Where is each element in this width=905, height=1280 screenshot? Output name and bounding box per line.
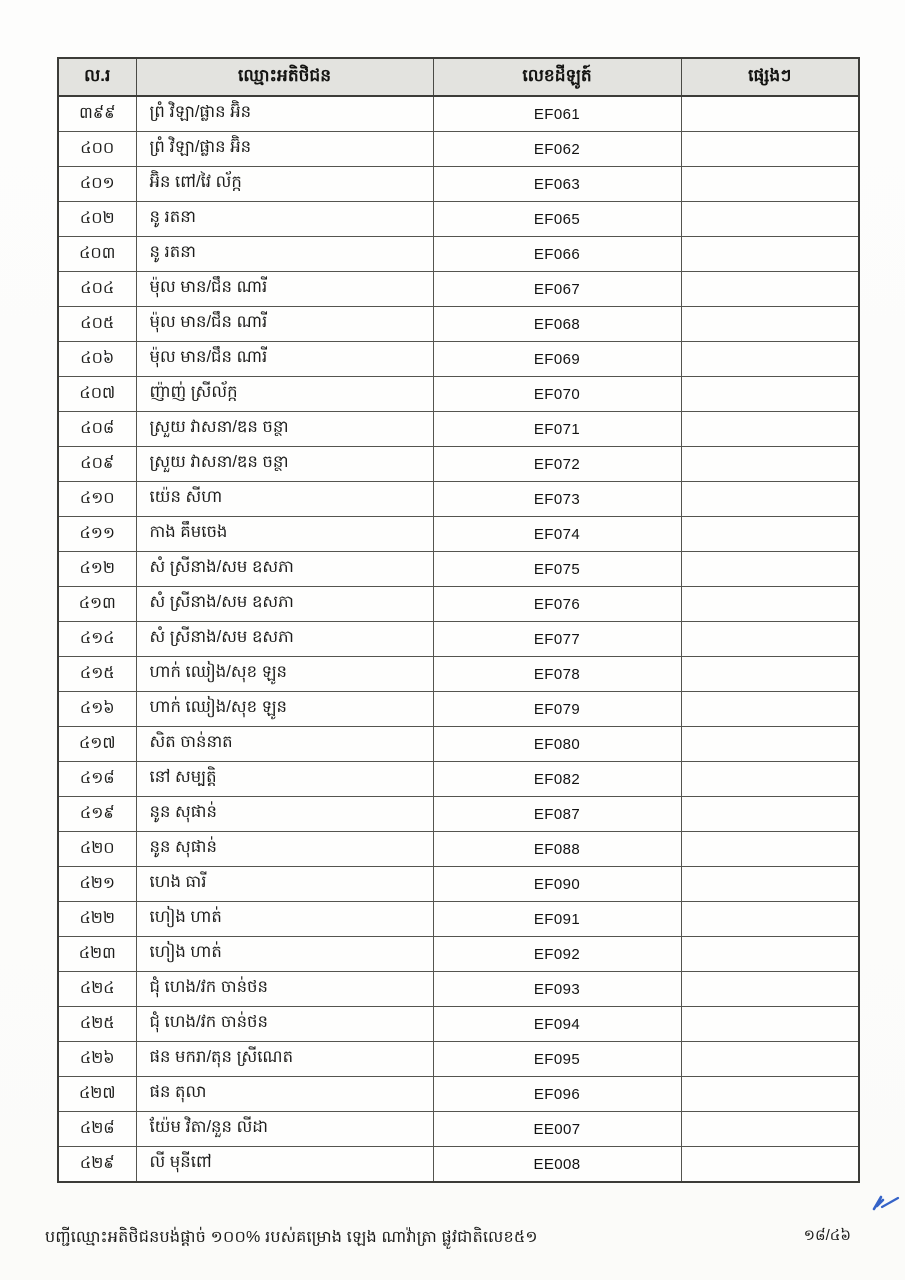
cell-customer-name: យ៉េន សីហា <box>136 482 433 517</box>
cell-row-number: ៤២១ <box>58 867 136 902</box>
cell-remark <box>681 972 859 1007</box>
table-row <box>58 132 859 167</box>
cell-customer-name: ហាក់ ឈៀង/សុខ ឡូន <box>136 657 433 692</box>
cell-customer-name: ស្រួយ វាសនា/ឌន ចន្ថា <box>136 447 433 482</box>
cell-customer-name: នូន សុផាន់ <box>136 832 433 867</box>
cell-customer-name: សំ ស្រីនាង/សម ឧសភា <box>136 552 433 587</box>
cell-row-number: ៤១២ <box>58 552 136 587</box>
cell-row-number: ៤១៥ <box>58 657 136 692</box>
cell-lot-number: EF077 <box>433 622 681 657</box>
cell-row-number: ៤០៤ <box>58 272 136 307</box>
cell-remark <box>681 167 859 202</box>
cell-remark <box>681 1007 859 1042</box>
cell-row-number: ៤២៥ <box>58 1007 136 1042</box>
cell-lot-number: EF079 <box>433 692 681 727</box>
cell-lot-number: EF096 <box>433 1077 681 1112</box>
cell-remark <box>681 762 859 797</box>
cell-customer-name: ព្រំ វិឡា/ផ្លាន អ៊ិន <box>136 96 433 132</box>
table-row <box>58 727 859 762</box>
table-row <box>58 1042 859 1077</box>
cell-customer-name: ស្រួយ វាសនា/ឌន ចន្ថា <box>136 412 433 447</box>
table-row <box>58 1112 859 1147</box>
cell-lot-number: EF075 <box>433 552 681 587</box>
cell-lot-number: EF062 <box>433 132 681 167</box>
header-row-number: ល.រ <box>58 58 136 96</box>
cell-remark <box>681 132 859 167</box>
cell-remark <box>681 1042 859 1077</box>
header-customer-name: ឈ្មោះអតិថិជន <box>136 58 433 96</box>
footer-caption: បញ្ជីឈ្មោះអតិថិជនបង់ផ្តាច់ ១០០% របស់គម្រោង ឡេង ណាវ៉ាត្រា ផ្លូវជាតិលេខ៥១ <box>45 1229 538 1246</box>
cell-lot-number: EF065 <box>433 202 681 237</box>
table-row <box>58 622 859 657</box>
cell-lot-number: EF082 <box>433 762 681 797</box>
table-row <box>58 552 859 587</box>
cell-remark <box>681 482 859 517</box>
cell-remark <box>681 1147 859 1183</box>
cell-row-number: ៤០៣ <box>58 237 136 272</box>
cell-remark <box>681 517 859 552</box>
customer-table <box>57 57 860 1183</box>
cell-customer-name: យ៉ែម វិតា/នួន លីដា <box>136 1112 433 1147</box>
cell-row-number: ៤២២ <box>58 902 136 937</box>
cell-lot-number: EF092 <box>433 937 681 972</box>
cell-customer-name: ហេង ធារី <box>136 867 433 902</box>
table-row <box>58 517 859 552</box>
cell-row-number: ៤២០ <box>58 832 136 867</box>
table-row <box>58 937 859 972</box>
cell-row-number: ៤១៤ <box>58 622 136 657</box>
cell-row-number: ៤០៦ <box>58 342 136 377</box>
cell-remark <box>681 1077 859 1112</box>
cell-row-number: ៤១៦ <box>58 692 136 727</box>
cell-remark <box>681 587 859 622</box>
table-row <box>58 377 859 412</box>
cell-row-number: ៤១៣ <box>58 587 136 622</box>
table-row <box>58 167 859 202</box>
cell-lot-number: EF074 <box>433 517 681 552</box>
cell-lot-number: EE008 <box>433 1147 681 1183</box>
table-row <box>58 1077 859 1112</box>
cell-lot-number: EF094 <box>433 1007 681 1042</box>
cell-row-number: ៤២៨ <box>58 1112 136 1147</box>
header-remarks: ផ្សេងៗ <box>681 58 859 96</box>
cell-row-number: ៤១០ <box>58 482 136 517</box>
cell-customer-name: សំ ស្រីនាង/សម ឧសភា <box>136 587 433 622</box>
cell-row-number: ៤២៩ <box>58 1147 136 1183</box>
cell-lot-number: EF068 <box>433 307 681 342</box>
cell-row-number: ៤១៧ <box>58 727 136 762</box>
cell-customer-name: ម៉ុល មាន/ជឹន ណារី <box>136 272 433 307</box>
handwritten-pen-mark-icon <box>868 1193 902 1219</box>
cell-lot-number: EF063 <box>433 167 681 202</box>
cell-remark <box>681 412 859 447</box>
cell-customer-name: នូ រតនា <box>136 237 433 272</box>
table-row <box>58 762 859 797</box>
cell-customer-name: នៅ សម្បត្តិ <box>136 762 433 797</box>
cell-remark <box>681 552 859 587</box>
cell-customer-name: នូន សុផាន់ <box>136 797 433 832</box>
cell-customer-name: ផន តុលា <box>136 1077 433 1112</box>
cell-customer-name: នូ រតនា <box>136 202 433 237</box>
cell-lot-number: EF070 <box>433 377 681 412</box>
cell-row-number: ៤១១ <box>58 517 136 552</box>
cell-remark <box>681 377 859 412</box>
cell-remark <box>681 902 859 937</box>
cell-customer-name: ហាក់ ឈៀង/សុខ ឡូន <box>136 692 433 727</box>
cell-remark <box>681 447 859 482</box>
cell-customer-name: សិត ចាន់នាត <box>136 727 433 762</box>
cell-lot-number: EE007 <box>433 1112 681 1147</box>
table-row <box>58 867 859 902</box>
cell-customer-name: ម៉ុល មាន/ជឹន ណារី <box>136 342 433 377</box>
cell-lot-number: EF067 <box>433 272 681 307</box>
cell-remark <box>681 622 859 657</box>
cell-row-number: ៤០០ <box>58 132 136 167</box>
cell-remark <box>681 202 859 237</box>
cell-lot-number: EF080 <box>433 727 681 762</box>
cell-customer-name: ព្រំ វិឡា/ផ្លាន អ៊ិន <box>136 132 433 167</box>
table-row <box>58 1007 859 1042</box>
cell-remark <box>681 797 859 832</box>
cell-row-number: ៤២៧ <box>58 1077 136 1112</box>
cell-customer-name: ផន មករា/តុន ស្រីណេត <box>136 1042 433 1077</box>
customer-table-container <box>57 57 858 1183</box>
cell-lot-number: EF061 <box>433 96 681 132</box>
cell-remark <box>681 342 859 377</box>
table-row <box>58 447 859 482</box>
cell-lot-number: EF076 <box>433 587 681 622</box>
header-row <box>58 58 859 96</box>
cell-customer-name: សំ ស្រីនាង/សម ឧសភា <box>136 622 433 657</box>
cell-customer-name: ម៉ុល មាន/ជឹន ណារី <box>136 307 433 342</box>
table-row <box>58 272 859 307</box>
cell-row-number: ៤២៣ <box>58 937 136 972</box>
cell-remark <box>681 692 859 727</box>
cell-lot-number: EF069 <box>433 342 681 377</box>
cell-customer-name: ជុំ ហេង/វក ចាន់ថន <box>136 972 433 1007</box>
cell-customer-name: លី មុនីពៅ <box>136 1147 433 1183</box>
table-row <box>58 832 859 867</box>
table-row <box>58 96 859 132</box>
table-body <box>58 96 859 1182</box>
cell-lot-number: EF071 <box>433 412 681 447</box>
cell-remark <box>681 96 859 132</box>
cell-customer-name: ជុំ ហេង/វក ចាន់ថន <box>136 1007 433 1042</box>
cell-lot-number: EF078 <box>433 657 681 692</box>
table-row <box>58 412 859 447</box>
cell-remark <box>681 237 859 272</box>
table-row <box>58 1147 859 1183</box>
header-lot-number: លេខដីឡូត៍ <box>433 58 681 96</box>
cell-row-number: ៤១៨ <box>58 762 136 797</box>
table-row <box>58 482 859 517</box>
table-row <box>58 307 859 342</box>
cell-row-number: ៤២៦ <box>58 1042 136 1077</box>
cell-row-number: ៤០១ <box>58 167 136 202</box>
cell-remark <box>681 937 859 972</box>
cell-customer-name: ញ៉ាញ់ ស្រីល័ក្ក <box>136 377 433 412</box>
cell-row-number: ៤០៧ <box>58 377 136 412</box>
cell-lot-number: EF095 <box>433 1042 681 1077</box>
cell-row-number: ៤០៨ <box>58 412 136 447</box>
cell-lot-number: EF091 <box>433 902 681 937</box>
cell-lot-number: EF073 <box>433 482 681 517</box>
cell-customer-name: កាង គឹមចេង <box>136 517 433 552</box>
cell-lot-number: EF072 <box>433 447 681 482</box>
cell-row-number: ៤១៩ <box>58 797 136 832</box>
table-row <box>58 972 859 1007</box>
cell-row-number: ៤០២ <box>58 202 136 237</box>
cell-row-number: ៤០៩ <box>58 447 136 482</box>
table-row <box>58 657 859 692</box>
cell-lot-number: EF066 <box>433 237 681 272</box>
cell-remark <box>681 307 859 342</box>
table-row <box>58 587 859 622</box>
table-header <box>58 58 859 96</box>
cell-lot-number: EF093 <box>433 972 681 1007</box>
page-footer <box>45 1226 857 1250</box>
cell-row-number: ៣៩៩ <box>58 96 136 132</box>
table-row <box>58 237 859 272</box>
cell-lot-number: EF088 <box>433 832 681 867</box>
cell-customer-name: អ៊ិន ពៅ/វៃ ល័ក្ក <box>136 167 433 202</box>
cell-remark <box>681 272 859 307</box>
table-row <box>58 692 859 727</box>
cell-remark <box>681 867 859 902</box>
cell-customer-name: ហៀង ហាត់ <box>136 902 433 937</box>
table-row <box>58 202 859 237</box>
page-number: ១៨/៤៦ <box>803 1227 851 1244</box>
table-row <box>58 342 859 377</box>
cell-row-number: ៤០៥ <box>58 307 136 342</box>
cell-remark <box>681 727 859 762</box>
cell-row-number: ៤២៤ <box>58 972 136 1007</box>
cell-remark <box>681 657 859 692</box>
cell-lot-number: EF087 <box>433 797 681 832</box>
cell-remark <box>681 1112 859 1147</box>
cell-customer-name: ហៀង ហាត់ <box>136 937 433 972</box>
table-row <box>58 902 859 937</box>
cell-remark <box>681 832 859 867</box>
cell-lot-number: EF090 <box>433 867 681 902</box>
table-row <box>58 797 859 832</box>
